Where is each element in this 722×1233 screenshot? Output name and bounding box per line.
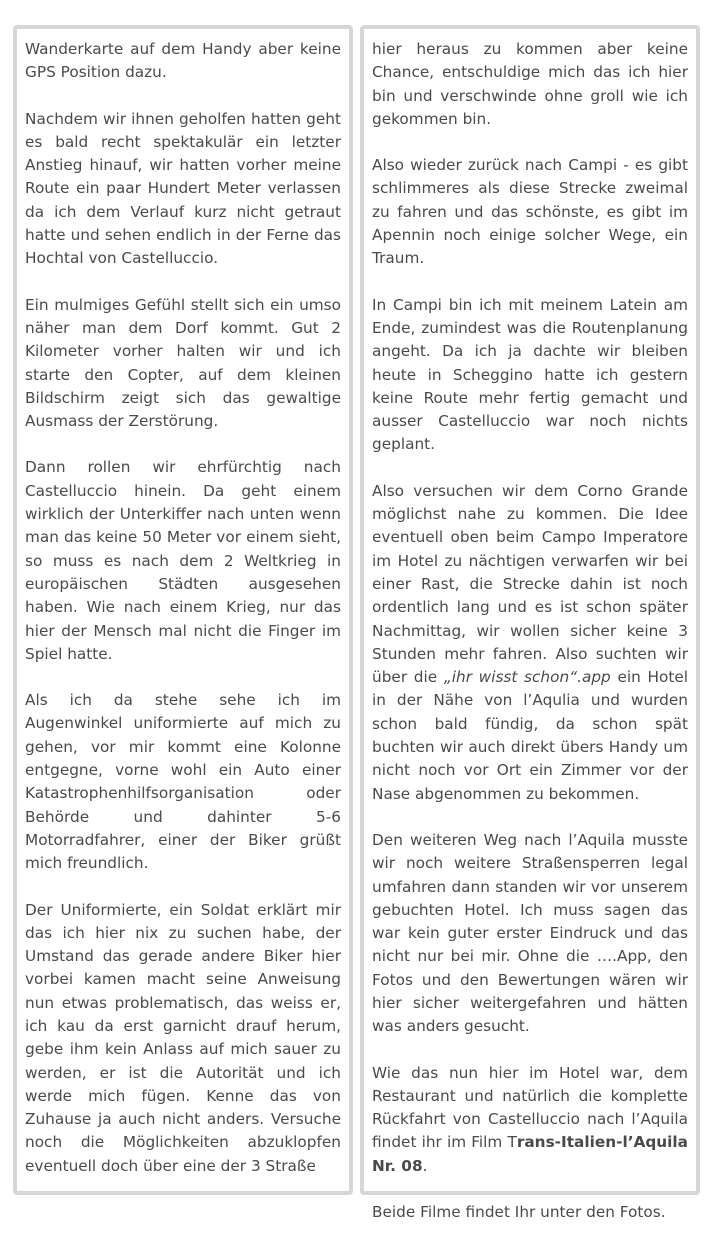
paragraph bbox=[372, 1062, 688, 1178]
paragraph: Ein mulmiges Gefühl stellt sich ein umso näher man dem Dorf kommt. Gut 2 Kilometer vorher halten wir und ich starte den Copter, auf dem kleinen Bildschirm zeigt sich das gewaltige Ausmass der Zerstörung. bbox=[25, 295, 341, 431]
paragraph: Der Uniformierte, ein Soldat erklärt mir das ich hier nix zu suchen habe, der Umstand das gerade andere Biker hier vorbei kamen macht seine Anweisung nun etwas problematisch, das weiss er, ich kau da erst garnicht drauf herum, gebe ihm kein Anlass auf mich sauer zu werden, er ist die Autorität und ich werde mich fügen. Kenne das von Zuhause ja auch nicht anders. Versuche noch die Möglichkeiten abzuklopfen eventuell doch über eine der 3 Straße bbox=[25, 900, 341, 1175]
film-title: rans-Italien-l’Aquila Nr. 08 bbox=[372, 1133, 688, 1175]
paragraph: Also wieder zurück nach Campi - es gibt schlimmeres als diese Strecke zweimal zu fahren und das schönste, es gibt im Apennin noch einige solcher Wege, ein Traum. bbox=[372, 156, 688, 268]
app-name: „ihr wisst schon“.app bbox=[443, 668, 611, 687]
paragraph: Den weiteren Weg nach l’Aquila musste wir noch weitere Straßensperren legal umfahren dann standen wir vor unserem gebuchten Hotel. Ich muss sagen das war kein guter erster Eindruck und das nicht nur bei mir. Ohne die ….App, den Fotos und den Bewertungen wären wir hier sicher weitergefahren und hätten was anders gesucht. bbox=[372, 830, 688, 1036]
paragraph: In Campi bin ich mit meinem Latein am Ende, zumindest was die Routenplanung angeht. Da ich ja dachte wir bleiben heute in Scheggino hatte ich gestern keine Route mehr fertig gemacht und ausser Castelluccio war noch nichts geplant. bbox=[372, 295, 688, 454]
paragraph-text: ein Hotel in der Nähe von l’Aqulia und wurden schon bald fündig, da schon spät buchten wir auch direkt übers Handy um nicht noch vor Ort ein Zimmer vor der Nase abgenommen zu bekommen. bbox=[372, 668, 688, 803]
paragraph-text: . bbox=[422, 1156, 428, 1175]
paragraph: hier heraus zu kommen aber keine Chance, entschuldige mich das ich hier bin und verschwinde ohne groll wie ich gekommen bin. bbox=[372, 40, 688, 128]
right-text-column bbox=[360, 25, 700, 1222]
left-text-column bbox=[13, 25, 353, 1195]
paragraph: Dann rollen wir ehrfürchtig nach Castelluccio hinein. Da geht einem wirklich der Unterkiffer nach unten wenn man das keine 50 Meter vor einem sieht, so muss es nach dem 2 Weltkrieg in europäischen Städten ausgesehen haben. Wie nach einem Krieg, nur das hier der Mensch mal nicht die Finger im Spiel hatte. bbox=[25, 458, 341, 663]
paragraph-text: Wie das nun hier im Hotel war, dem Restaurant und natürlich die komplette Rückfahrt von Castelluccio nach l’Aquila findet ihr im Film T bbox=[372, 1063, 688, 1152]
paragraph: Nachdem wir ihnen geholfen hatten geht es bald recht spektakulär ein letzter Anstieg hinauf, wir hatten vorher meine Route ein paar Hundert Meter verlassen da ich dem Verlauf kurz nicht getraut hatte und sehen endlich in der Ferne das Hochtal von Castelluccio. bbox=[25, 109, 341, 268]
paragraph-text: Also versuchen wir dem Corno Grande möglichst nahe zu kommen. Die Idee eventuell oben beim Campo Imperatore im Hotel zu nächtigen verwarfen wir bei einer Rast, die Strecke dahin ist noch ordentlich lang und es ist schon später Nachmittag, wir wollen sicher keine 3 Stunden mehr fahren. Also suchten wir über die bbox=[372, 481, 688, 687]
paragraph: Beide Filme findet Ihr unter den Fotos. bbox=[372, 1203, 666, 1222]
paragraph: Wanderkarte auf dem Handy aber keine GPS Position dazu. bbox=[25, 40, 341, 82]
paragraph bbox=[372, 480, 688, 806]
paragraph: Als ich da stehe sehe ich im Augenwinkel uniformierte auf mich zu gehen, vor mir kommt eine Kolonne entgegne, vorne wohl ein Auto einer Katastrophenhilfsorganisation oder Behörde und dahinter 5-6 Motorradfahrer, einer der Biker grüßt mich freundlich. bbox=[25, 691, 341, 873]
